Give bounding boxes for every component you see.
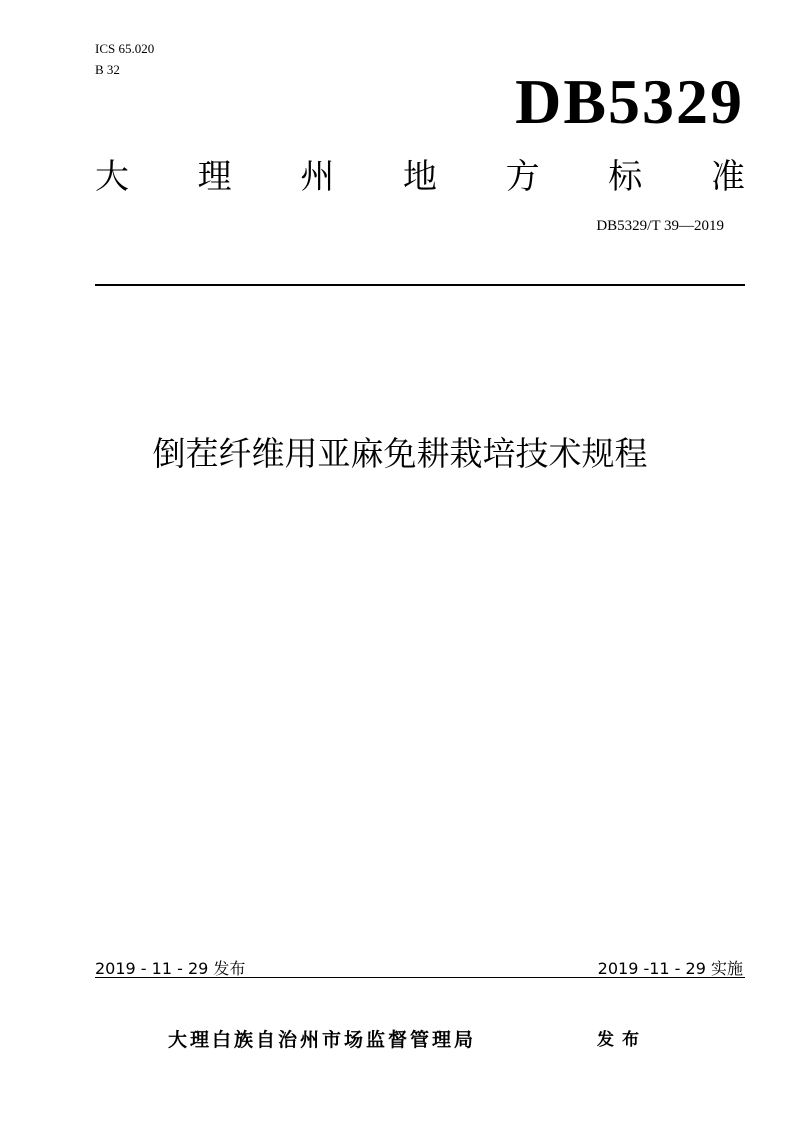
implement-date: 2019 -11 - 29 实施 xyxy=(597,959,743,978)
publish-date: 2019 - 11 - 29 发布 xyxy=(95,959,246,978)
standard-logo: DB5329 xyxy=(515,66,744,137)
standard-type-title xyxy=(95,155,745,199)
standard-type-char: 大 xyxy=(95,157,129,197)
document-title: 倒茬纤维用亚麻免耕栽培技术规程 xyxy=(152,434,648,473)
standard-type-char: 理 xyxy=(197,157,232,197)
issuing-authority: 大理白族自治州市场监督管理局 xyxy=(168,1029,477,1051)
bottom-divider xyxy=(95,977,745,978)
ics-code: ICS 65.020 xyxy=(95,41,155,56)
ccs-code: B 32 xyxy=(95,62,120,77)
standard-type-char: 地 xyxy=(402,157,437,197)
top-divider xyxy=(95,284,745,286)
standard-type-char: 准 xyxy=(710,157,745,197)
standard-type-char: 标 xyxy=(608,157,643,197)
standard-type-char: 方 xyxy=(505,157,540,197)
standard-number: DB5329/T 39—2019 xyxy=(596,218,724,234)
issue-label: 发布 xyxy=(597,1030,647,1050)
standard-type-char: 州 xyxy=(300,157,335,197)
